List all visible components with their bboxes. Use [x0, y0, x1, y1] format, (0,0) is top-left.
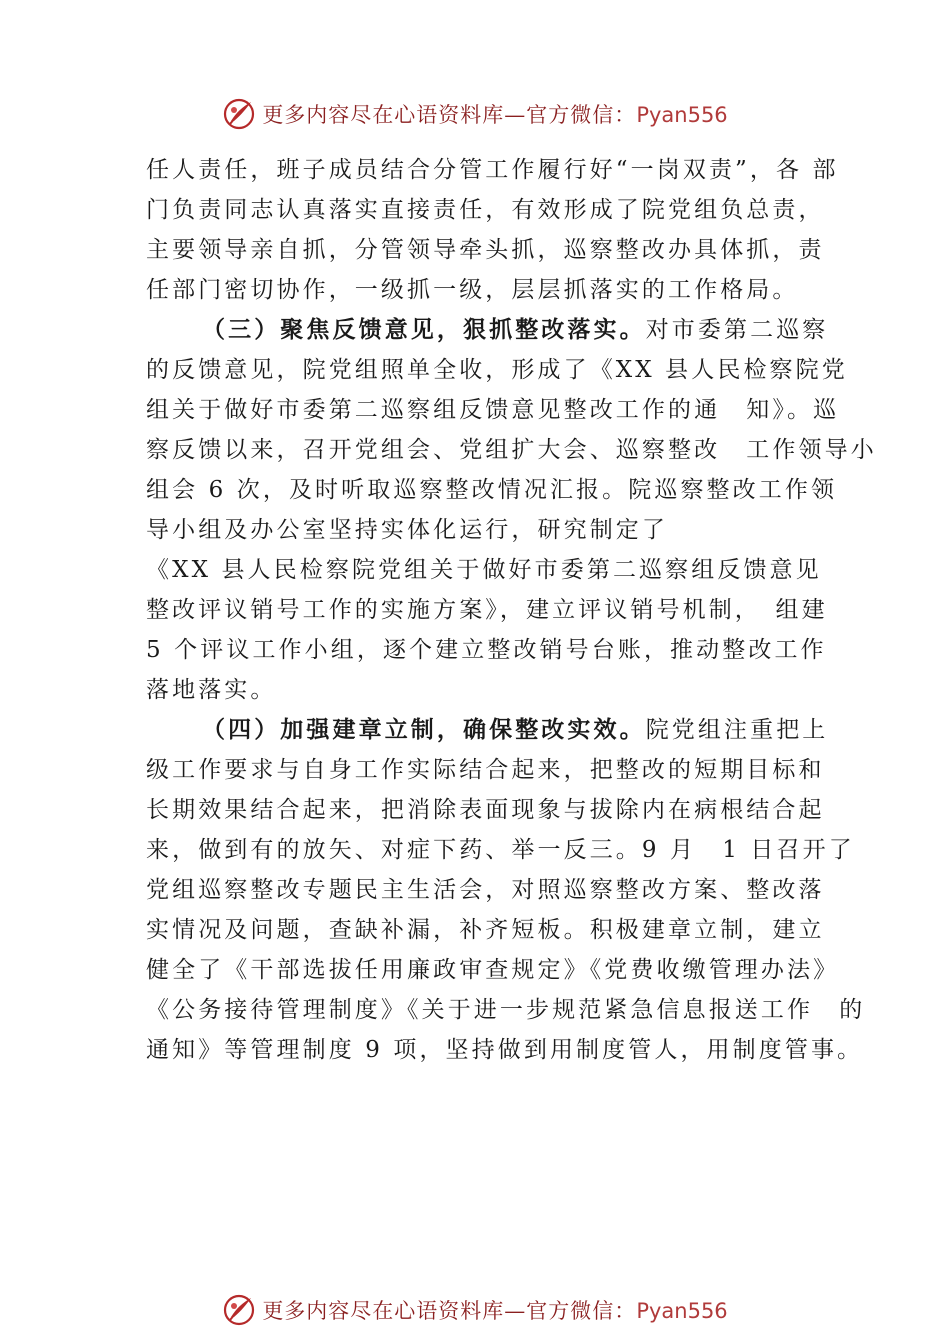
section-heading: （三）聚焦反馈意见，狠抓整改落实。 — [202, 316, 646, 343]
text-run: 院党组注重把上 — [645, 717, 829, 743]
wechat-id: Pyan556 — [636, 103, 728, 127]
wechat-id: Pyan556 — [636, 1299, 728, 1323]
text-line: 组关于做好市委第二巡察组反馈意见整改工作的通 知》。巡 — [146, 397, 840, 423]
text-line: 5 个评议工作小组，逐个建立整改销号台账，推动整改工作 — [146, 637, 827, 663]
paragraph-first-line — [146, 310, 829, 350]
text-line: 导小组及办公室坚持实体化运行，研究制定了 — [146, 517, 668, 543]
text-line: 整改评议销号工作的实施方案》，建立评议销号机制， 组建 — [146, 597, 828, 623]
text-line: 长期效果结合起来，把消除表面现象与拔除内在病根结合起 — [146, 797, 825, 823]
quill-circle-logo-icon — [222, 97, 256, 131]
text-line: 实情况及问题，查缺补漏，补齐短板。积极建章立制，建立 — [146, 917, 825, 943]
text-line: 组会 6 次，及时听取巡察整改情况汇报。院巡察整改工作领 — [146, 477, 838, 503]
text-line: 来，做到有的放矢、对症下药、举一反三。9 月 1 日召开了 — [146, 837, 855, 863]
document-body — [146, 150, 877, 1070]
text-line: 级工作要求与自身工作实际结合起来，把整改的短期目标和 — [146, 757, 825, 783]
text-line: 的反馈意见，院党组照单全收，形成了《XX 县人民检察院党 — [146, 357, 848, 383]
quill-circle-logo-icon — [222, 1293, 256, 1327]
text-line: 门负责同志认真落实直接责任，有效形成了院党组负总责， — [146, 197, 825, 223]
paragraph-first-line — [146, 710, 829, 750]
text-line: 通知》等管理制度 9 项，坚持做到用制度管人，用制度管事。 — [146, 1037, 864, 1063]
text-line: 《XX 县人民检察院党组关于做好市委第二巡察组反馈意见 — [146, 557, 822, 583]
footer-banner — [0, 1290, 950, 1330]
footer-text: 更多内容尽在心语资料库—官方微信：Pyan556 — [262, 1299, 728, 1323]
text-line: 《公务接待管理制度》《关于进一步规范紧急信息报送工作 的 — [146, 997, 866, 1023]
header-banner — [0, 94, 950, 134]
text-line: 任部门密切协作，一级抓一级，层层抓落实的工作格局。 — [146, 277, 799, 303]
text-line: 落地落实。 — [146, 677, 277, 703]
section-heading: （四）加强建章立制，确保整改实效。 — [202, 716, 646, 743]
text-line: 主要领导亲自抓，分管领导牵头抓，巡察整改办具体抓，责 — [146, 237, 825, 263]
header-text: 更多内容尽在心语资料库—官方微信：Pyan556 — [262, 103, 728, 127]
text-line: 任人责任，班子成员结合分管工作履行好“一岗双责”，各 部 — [146, 157, 839, 183]
text-run: 对市委第二巡察 — [645, 317, 829, 343]
text-line: 察反馈以来，召开党组会、党组扩大会、巡察整改 工作领导小 — [146, 437, 877, 463]
text-line: 健全了《干部选拔任用廉政审查规定》《党费收缴管理办法》 — [146, 957, 840, 983]
text-line: 党组巡察整改专题民主生活会，对照巡察整改方案、整改落 — [146, 877, 825, 903]
